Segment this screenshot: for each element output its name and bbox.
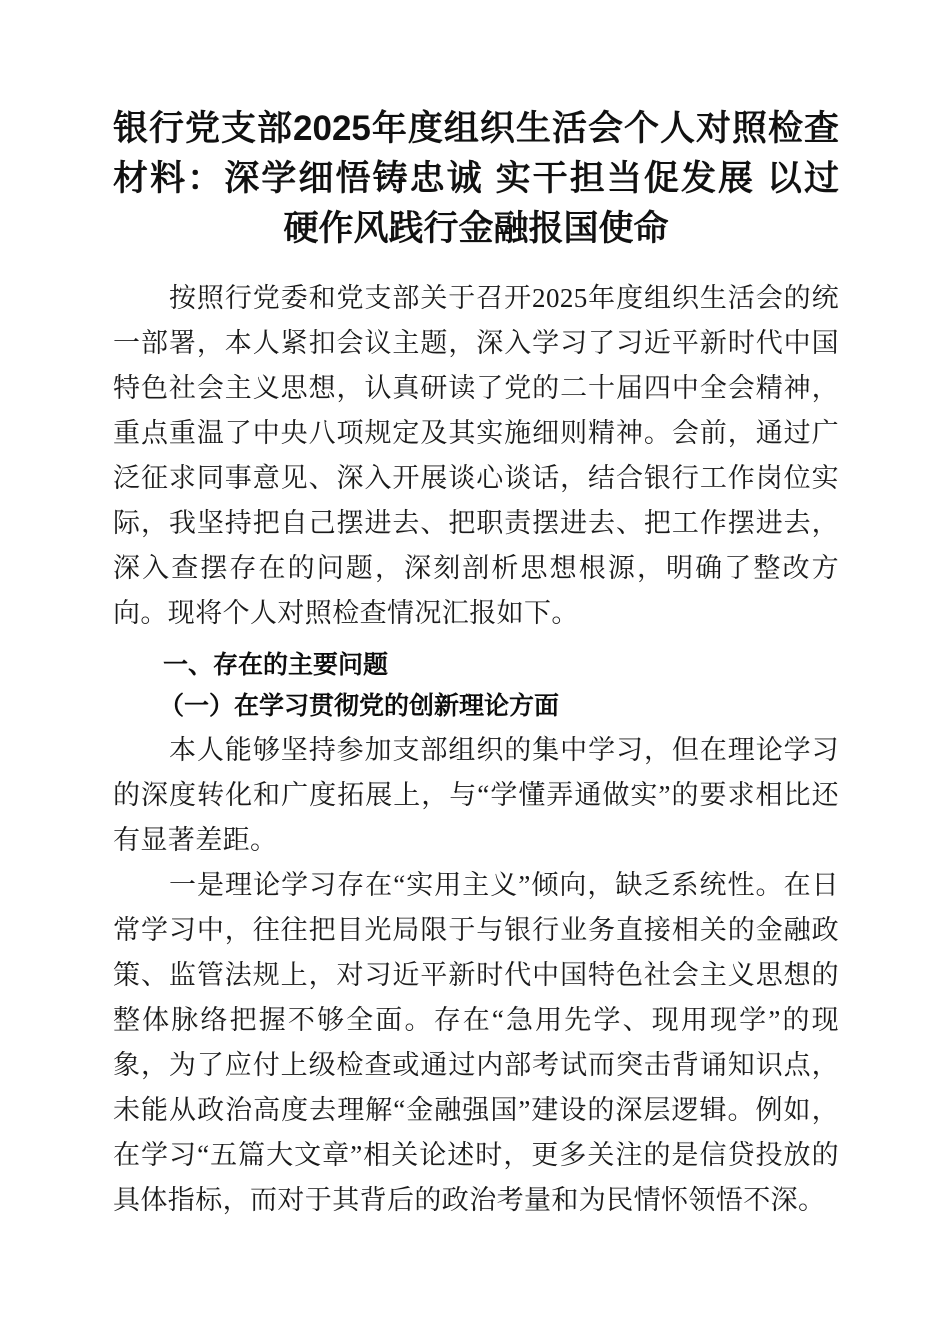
intro-paragraph: 按照行党委和党支部关于召开2025年度组织生活会的统一部署，本人紧扣会议主题，深入学习了习近平新时代中国特色社会主义思想，认真研读了党的二十届四中全会精神，重点重温了中央八项规定及其实施细则精神。会前，通过广泛征求同事意见、深入开展谈心谈话，结合银行工作岗位实际，我坚持把自己摆进去、把职责摆进去、把工作摆进去，深入查摆存在的问题，深刻剖析思想根源，明确了整改方向。现将个人对照检查情况汇报如下。 [113,283,839,628]
body-paragraph-theory-overview: 本人能够坚持参加支部组织的集中学习，但在理论学习的深度转化和广度拓展上，与“学懂弄通做实”的要求相比还有显著差距。 [113,735,839,855]
document-title-line-2: 材料：深学细悟铸忠诚 实干担当促发展 以过 [113,159,839,198]
title-body-spacer [113,254,839,276]
body-paragraph-pragmatism-issue: 一是理论学习存在“实用主义”倾向，缺乏系统性。在日常学习中，往往把目光局限于与银行业务直接相关的金融政策、监管法规上，对习近平新时代中国特色社会主义思想的整体脉络把握不够全面。存在“急用先学、现用现学”的现象，为了应付上级检查或通过内部考试而突击背诵知识点，未能从政治高度去理解“金融强国”建设的深层逻辑。例如，在学习“五篇大文章”相关论述时，更多关注的是信贷投放的具体指标，而对于其背后的政治考量和为民情怀领悟不深。 [113,870,839,1215]
document-title-line-3: 硬作风践行金融报国使命 [283,209,669,248]
subsection-heading-party-theory: （一）在学习贯彻党的创新理论方面 [159,693,560,720]
section-heading-existing-problems: 一、存在的主要问题 [163,651,389,679]
document-title-line-1: 银行党支部2025年度组织生活会个人对照检查 [113,109,839,148]
document-title [113,0,839,254]
page-content-area [113,0,839,1223]
heading-spacer [113,636,839,644]
